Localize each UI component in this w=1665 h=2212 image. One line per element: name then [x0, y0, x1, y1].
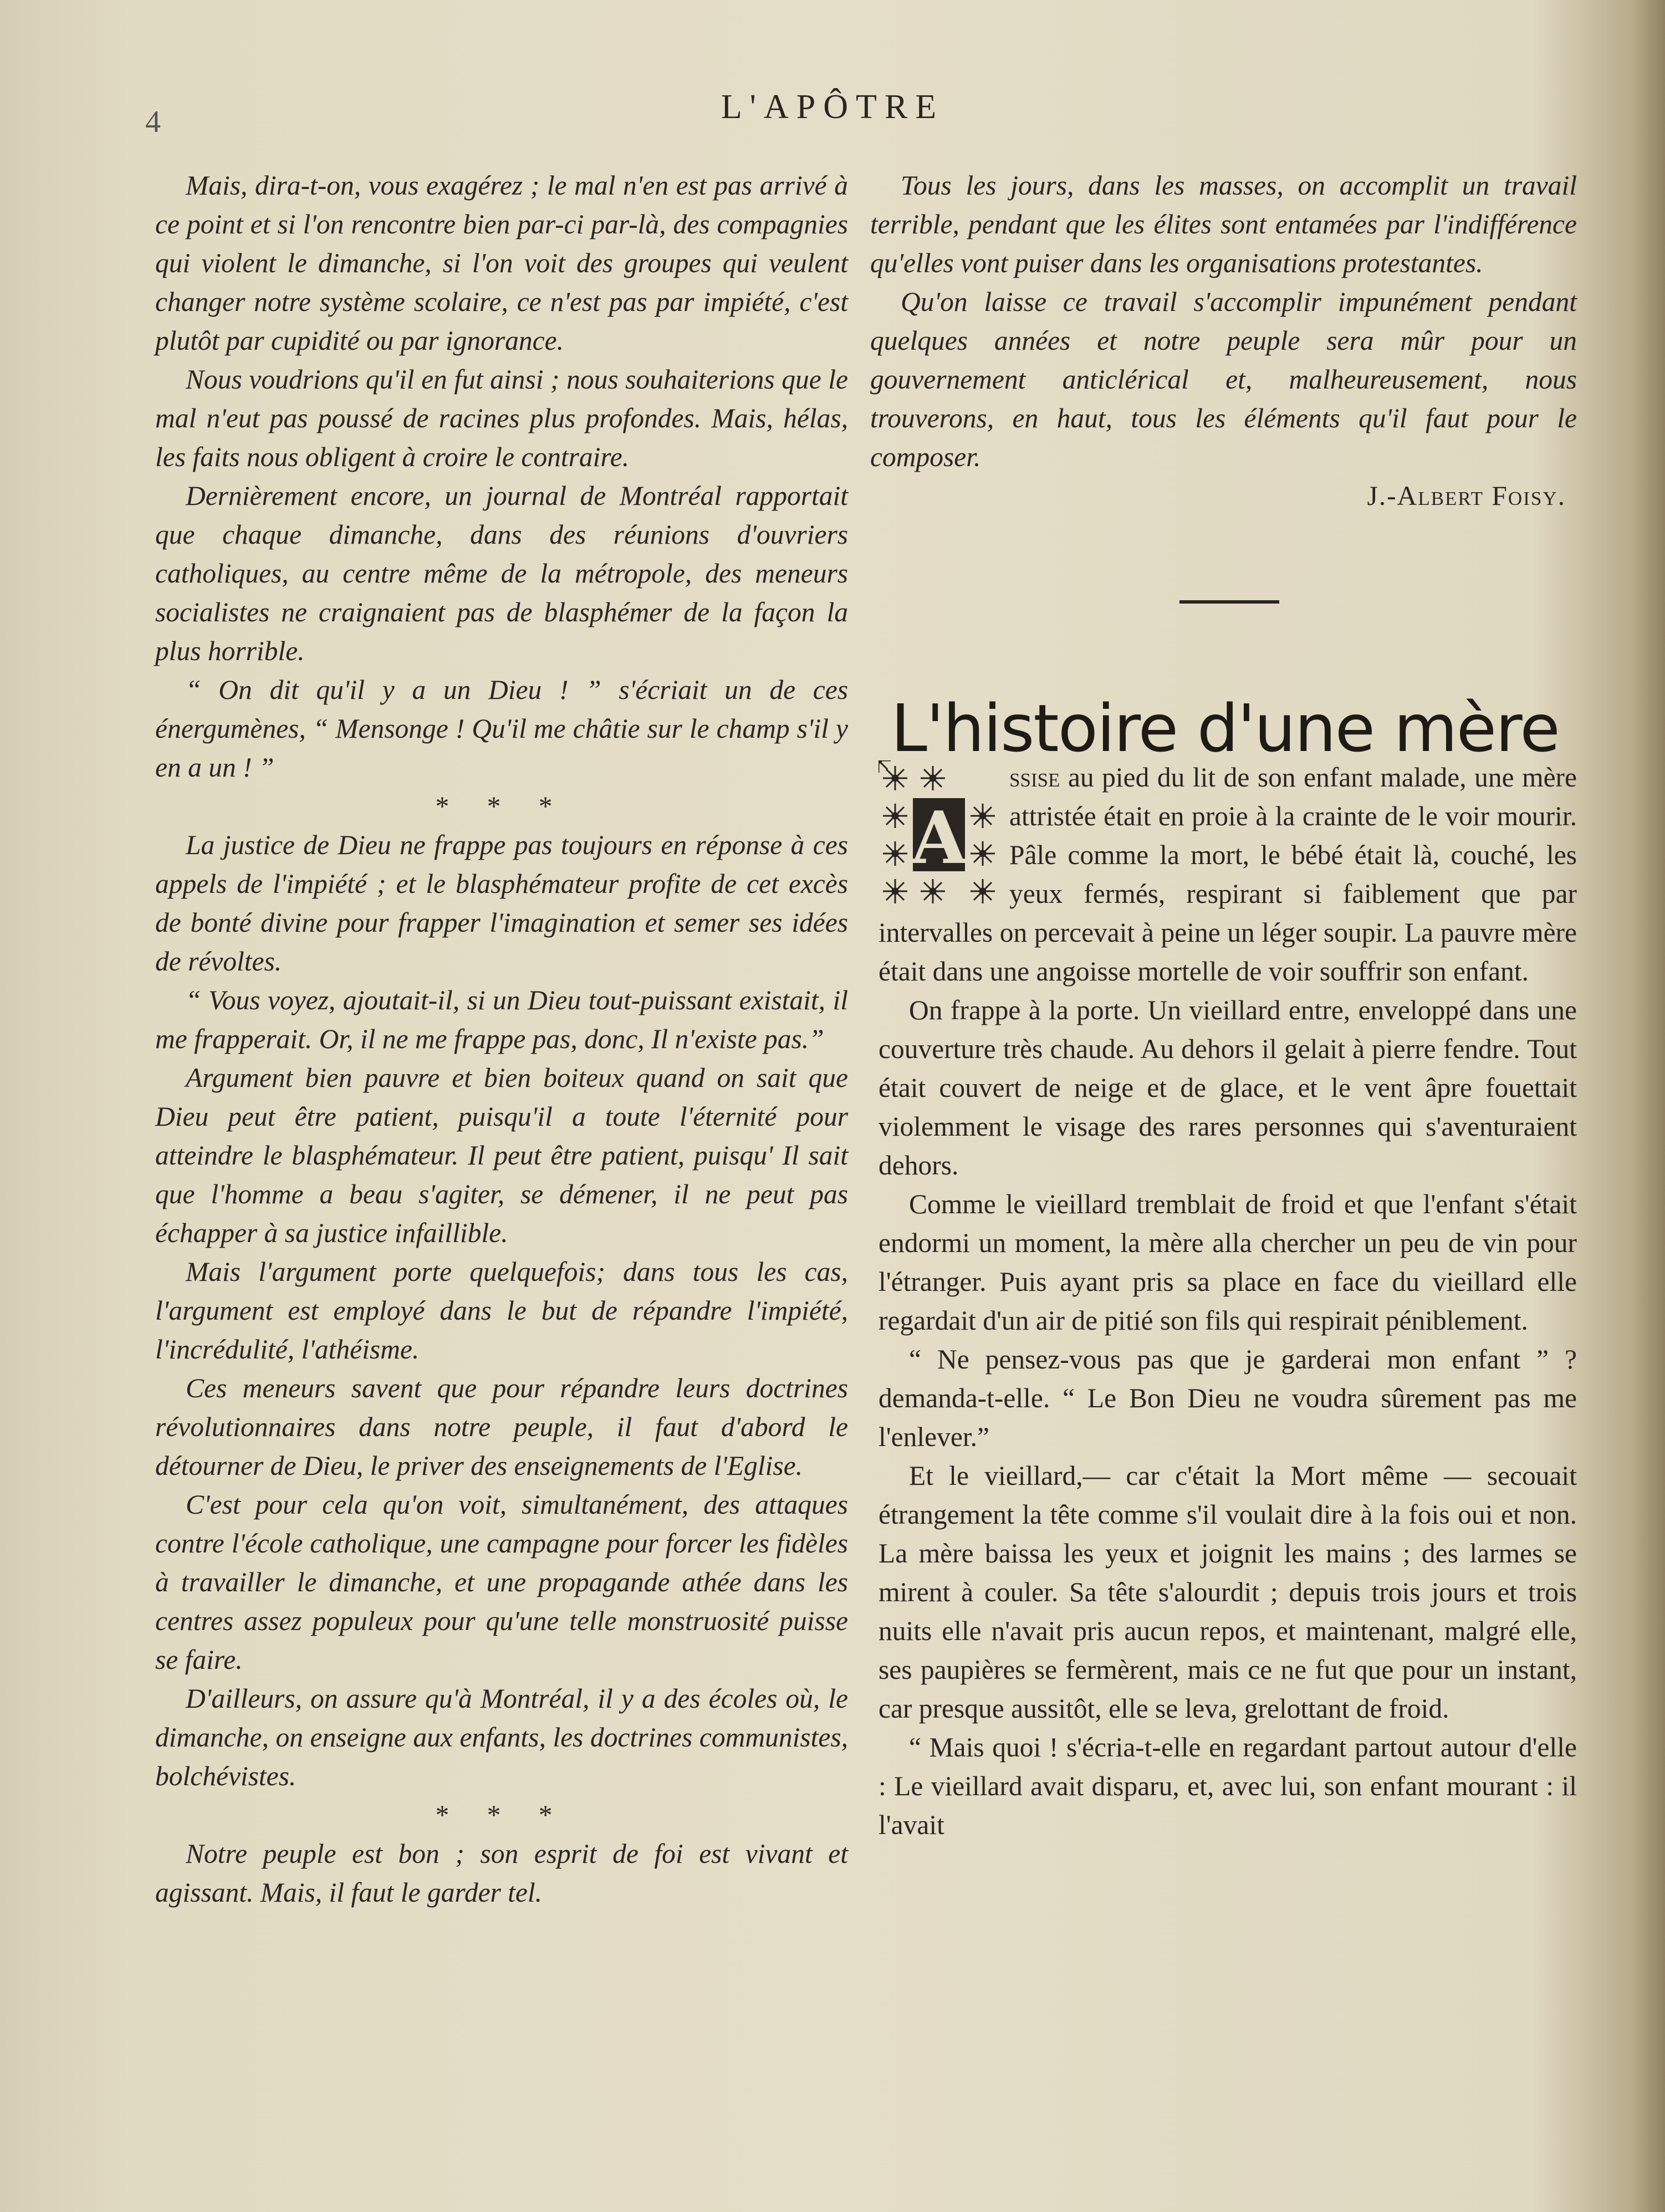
running-head: L'APÔTRE	[721, 88, 944, 126]
paragraph: Ces meneurs savent que pour répandre leurs doctrines révolutionnaires dans notre peuple, il faut d'abord le détourner de Dieu, le priver des enseignements de l'Eglise.	[155, 1373, 848, 1481]
svg-text:A: A	[911, 795, 967, 880]
paragraph	[879, 758, 1577, 991]
paragraph: Notre peuple est bon ; son esprit de foi est vivant et agissant. Mais, il faut le garder tel.	[155, 1838, 848, 1908]
ornament-icon	[879, 760, 999, 909]
paragraph: “ Ne pensez-vous pas que je garderai mon enfant ” ? demanda-t-elle. “ Le Bon Dieu ne voudra sûrement pas me l'enlever.”	[879, 1344, 1577, 1452]
section-separator: * * *	[435, 791, 568, 821]
paragraph: Dernièrement encore, un journal de Montréal rapportait que chaque dimanche, dans des réunions d'ouvriers catholiques, au centre même de la métropole, des meneurs socialistes ne craignaient pas de blasphémer de la façon la plus horrible.	[155, 481, 848, 666]
paragraph: C'est pour cela qu'on voit, simultanément, des attaques contre l'école catholique, une campagne pour forcer les fidèles à travailler le dimanche, et une propagande athée dans les centres assez populeux pour qu'une telle monstruosité puisse se faire.	[155, 1489, 848, 1675]
paragraph: On frappe à la porte. Un vieillard entre, enveloppé dans une couverture très chaude. Au dehors il gelait à pierre fendre. Tout était couvert de neige et de glace, et le vent âpre fouettait violemment le visage des rares personnes qui s'aventuraient dehors.	[879, 995, 1577, 1181]
paragraph-text: au pied du lit de son enfant malade, une mère attristée était en proie à la crainte de le voir mourir. Pâle comme la mort, le bébé était là, couché, les yeux fermés, respirant si faiblement que par intervalles on percevait à peine un léger soupir. La pauvre mère était dans une angoisse mortelle de voir souffrir son enfant.	[879, 762, 1577, 987]
paragraph: Mais, dira-t-on, vous exagérez ; le mal n'en est pas arrivé à ce point et si l'on rencontre bien par-ci par-là, des compagnies qui violent le dimanche, si l'on voit des groupes qui veulent changer notre système scolaire, ce n'est pas par impiété, c'est plutôt par cupidité ou par ignorance.	[155, 170, 848, 356]
paragraph: “ On dit qu'il y a un Dieu ! ” s'écriait un de ces énergumènes, “ Mensonge ! Qu'il me châtie sur le champ s'il y en a un ! ”	[155, 675, 848, 783]
paragraph: Et le vieillard,— car c'était la Mort même — secouait étrangement la tête comme s'il voulait dire à la fois oui et non. La mère baissa les yeux et joignit les mains ; des larmes se mirent à couler. Sa tête s'alourdit ; depuis trois jours et trois nuits elle n'avait pris aucun repos, et maintenant, malgré elle, ses paupières se fermèrent, mais ce ne fut que pour un instant, car presque aussitôt, elle se leva, grelottant de froid.	[879, 1460, 1577, 1724]
paragraph: La justice de Dieu ne frappe pas toujours en réponse à ces appels de l'impiété ; et le blasphémateur profite de cet excès de bonté divine pour frapper l'imagination et semer ses idées de révoltes.	[155, 830, 848, 977]
paragraph: D'ailleurs, on assure qu'à Montréal, il y a des écoles où, le dimanche, on enseigne aux enfants, les doctrines communistes, bolchévistes.	[155, 1683, 848, 1791]
article-title: L'histoire d'une mère	[891, 690, 1559, 767]
section-divider	[1179, 600, 1279, 604]
paragraph: Comme le vieillard tremblait de froid et que l'enfant s'était endormi un moment, la mère alla chercher un peu de vin pour l'étranger. Puis ayant pris sa place en face du vieillard elle regardait d'un air de pitié son fils qui respirait péniblement.	[879, 1189, 1577, 1336]
first-word: ssise	[1009, 762, 1060, 793]
left-column	[155, 166, 848, 1912]
right-column-top	[870, 166, 1577, 515]
paragraph: Tous les jours, dans les masses, on accomplit un travail terrible, pendant que les élites sont entamées par l'indifférence qu'elles vont puiser dans les organisations protestantes.	[870, 170, 1577, 278]
section-separator: * * *	[435, 1800, 568, 1830]
author-signature: J.-Albert Foisy.	[1367, 481, 1566, 511]
paragraph: Argument bien pauvre et bien boiteux quand on sait que Dieu peut être patient, puisqu'il a toute l'éternité pour atteindre le blasphémateur. Il peut être patient, puisqu' Il sait que l'homme a beau s'agiter, se démener, il ne peut pas échapper à sa justice infaillible.	[155, 1062, 848, 1248]
paragraph: Mais l'argument porte quelquefois; dans tous les cas, l'argument est employé dans le but de répandre l'impiété, l'incrédulité, l'athéisme.	[155, 1256, 848, 1365]
paragraph: “ Mais quoi ! s'écria-t-elle en regardant partout autour d'elle : Le vieillard avait disparu, et, avec lui, son enfant mourant : il l'avait	[879, 1732, 1577, 1840]
paragraph: Qu'on laisse ce travail s'accomplir impunément pendant quelques années et notre peuple sera mûr pour un gouvernement anticlérical et, malheureusement, nous trouverons, en haut, tous les éléments qu'il faut pour le composer.	[870, 287, 1577, 472]
drop-cap	[879, 760, 999, 909]
paragraph: “ Vous voyez, ajoutait-il, si un Dieu tout-puissant existait, il me frapperait. Or, il ne me frappe pas, donc, Il n'existe pas.”	[155, 985, 848, 1054]
paragraph: Nous voudrions qu'il en fut ainsi ; nous souhaiterions que le mal n'eut pas poussé de racines plus profondes. Mais, hélas, les faits nous obligent à croire le contraire.	[155, 364, 848, 472]
article-body	[879, 758, 1577, 1845]
page-number: 4	[145, 105, 161, 139]
